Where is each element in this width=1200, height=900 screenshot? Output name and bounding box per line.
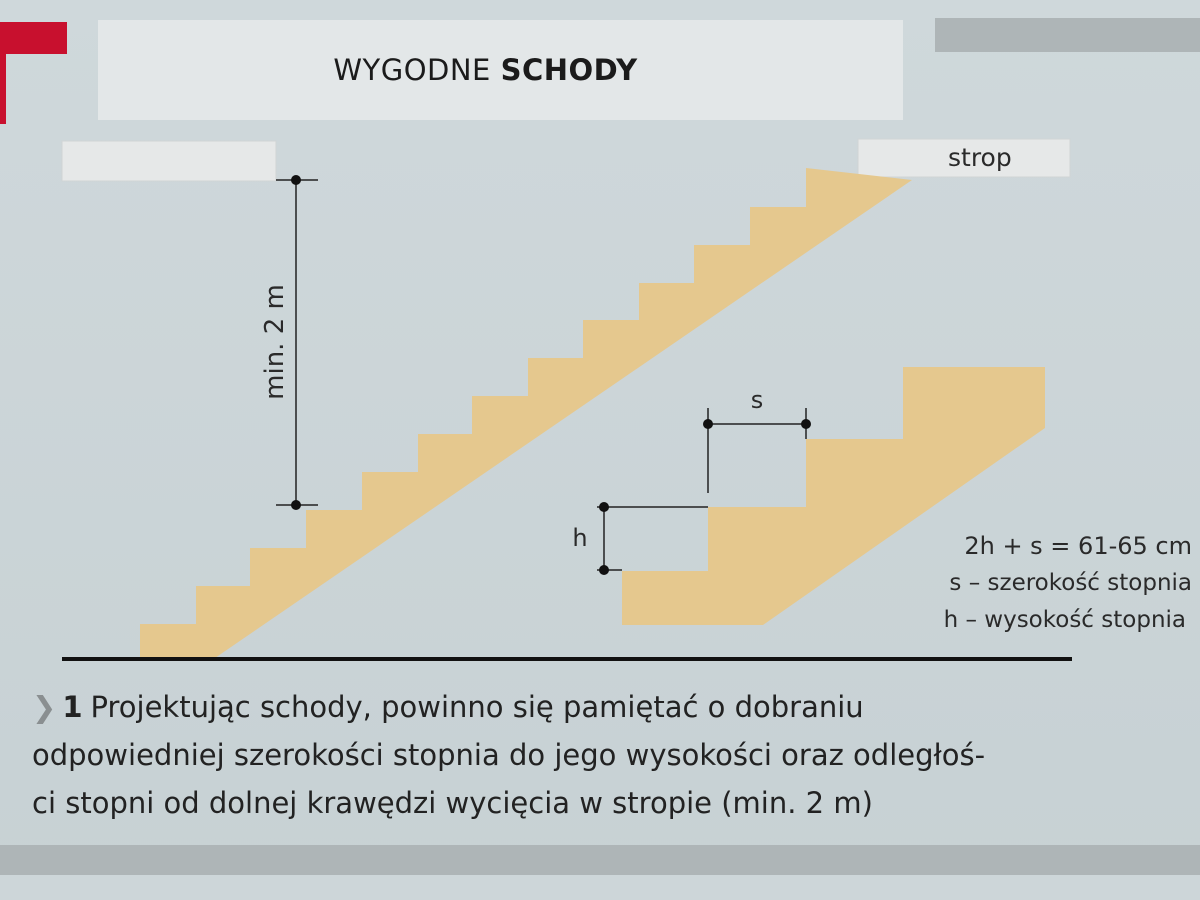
formula-line-2: s – szerokość stopnia	[949, 570, 1192, 596]
footer-gray-strip	[0, 845, 1200, 875]
dimension-dot-bottom	[291, 500, 301, 510]
title-bold: SCHODY	[500, 53, 638, 87]
caption-arrow-icon: ❯	[32, 690, 57, 724]
min-height-label: min. 2 m	[260, 284, 290, 400]
title-normal: WYGODNE	[333, 53, 501, 87]
dimension-dot-top	[291, 175, 301, 185]
riser-dot-top	[599, 502, 609, 512]
caption	[32, 683, 1182, 827]
formula-line-1: 2h + s = 61-65 cm	[964, 532, 1192, 560]
ceiling-slab-left	[62, 141, 276, 181]
caption-text-1: Projektując schody, powinno się pamiętać o dobraniu	[90, 690, 864, 724]
formula-line-3: h – wysokość stopnia	[943, 607, 1186, 633]
riser-label: h	[572, 524, 588, 552]
caption-line-1	[32, 683, 1182, 731]
riser-dot-bottom	[599, 565, 609, 575]
footer-light-strip	[0, 875, 1200, 900]
caption-number: 1	[62, 690, 83, 724]
caption-line-3: ci stopni od dolnej krawędzi wycięcia w stropie (min. 2 m)	[32, 786, 873, 820]
tread-dot-right	[801, 419, 811, 429]
ceiling-label: strop	[948, 143, 1012, 172]
tread-dot-left	[703, 419, 713, 429]
caption-line-2: odpowiedniej szerokości stopnia do jego wysokości oraz odległoś-	[32, 738, 986, 772]
tread-label: s	[750, 386, 764, 414]
